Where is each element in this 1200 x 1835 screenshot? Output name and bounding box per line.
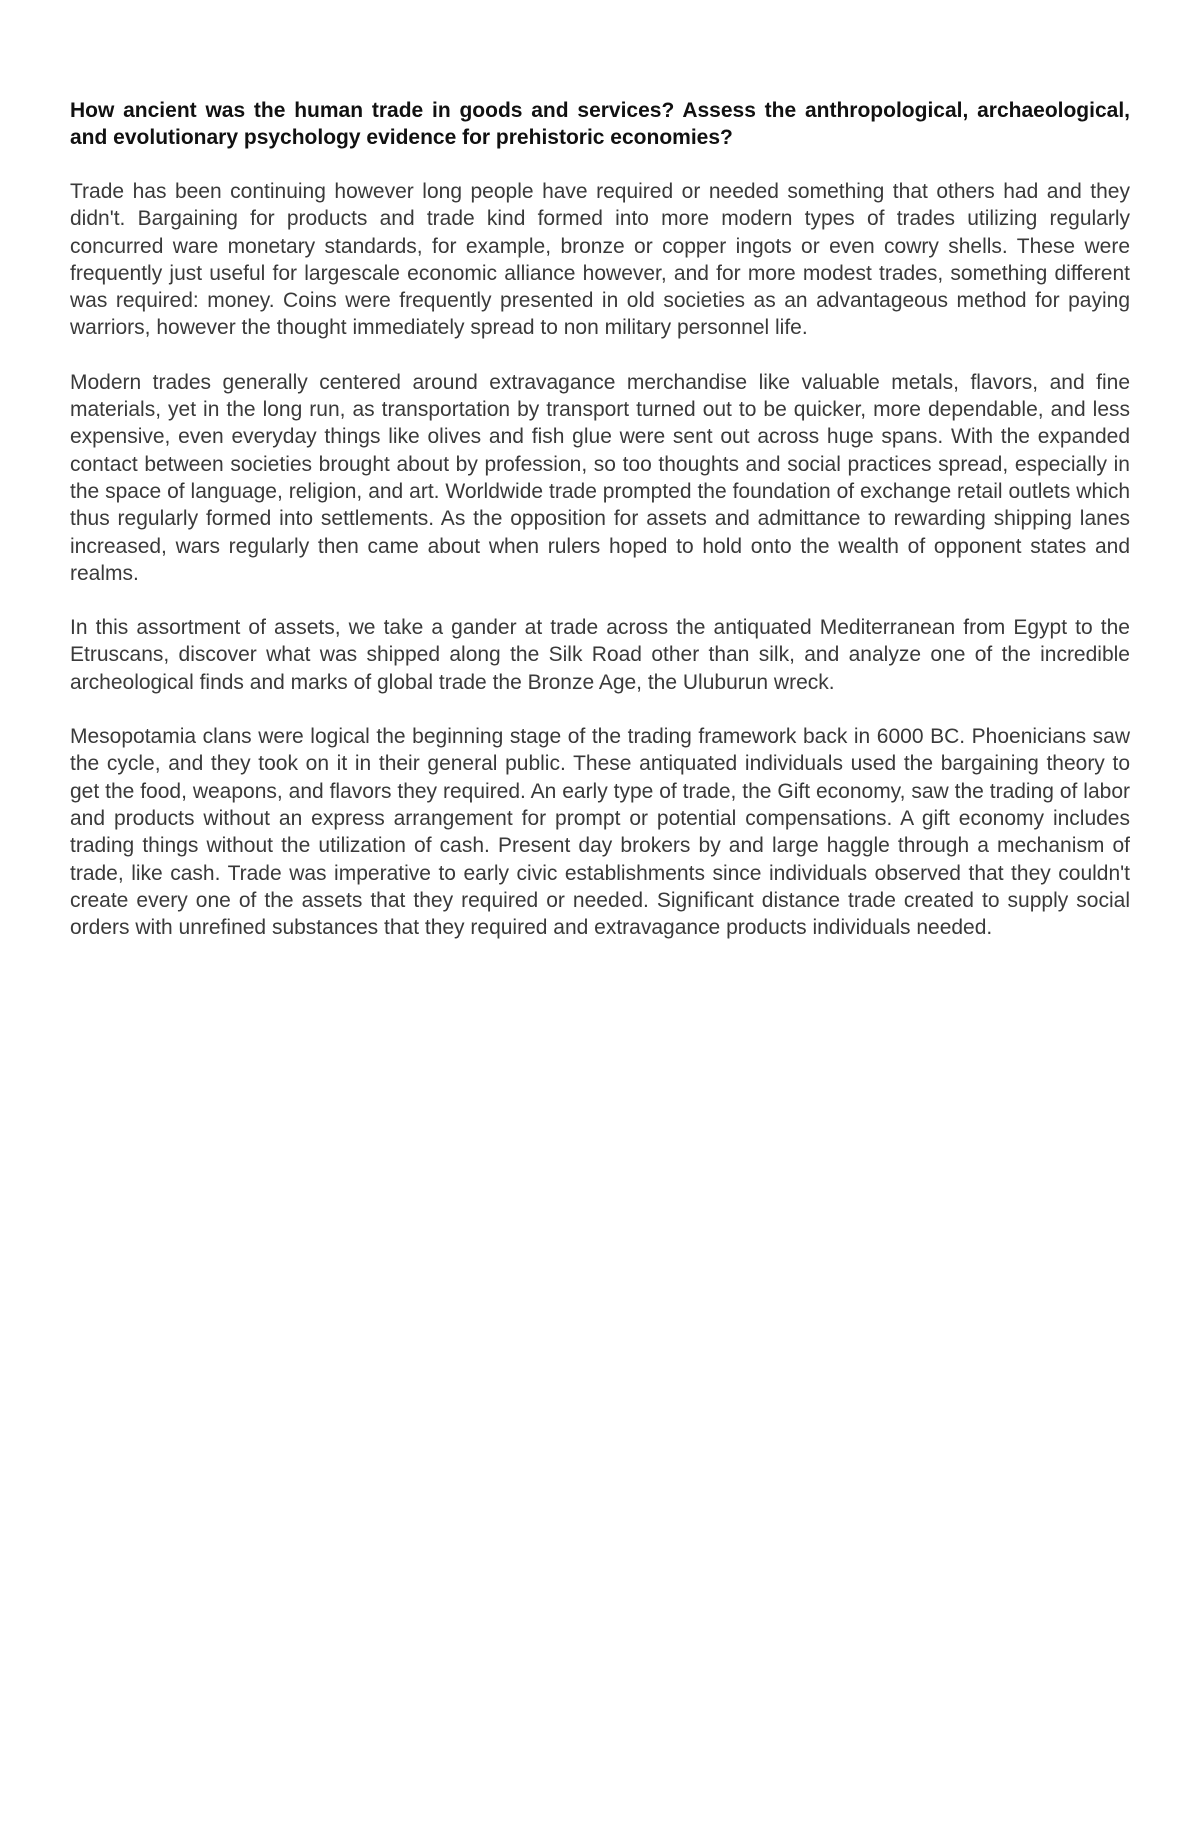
paragraph-3: In this assortment of assets, we take a gander at trade across the antiquated Mediterranean from Egypt to the Etruscans, discover what was shipped along the Silk Road other than silk, and analyze one of the incredible archeological finds and marks of global trade the Bronze Age, the Uluburun wreck.: [70, 616, 1130, 694]
paragraph-1: Trade has been continuing however long people have required or needed something that others had and they didn't. Bargaining for products and trade kind formed into more modern types of trades utilizing regularly concurred ware monetary standards, for example, bronze or copper ingots or even cowry shells. These were frequently just useful for largescale economic alliance however, and for more modest trades, something different was required: money. Coins were frequently presented in old societies as an advantageous method for paying warriors, however the thought immediately spread to non military personnel life.: [70, 180, 1130, 340]
question-heading: How ancient was the human trade in goods and services? Assess the anthropological, archaeological, and evolutionary psychology evidence for prehistoric economies?: [70, 99, 1130, 149]
paragraph-4: Mesopotamia clans were logical the beginning stage of the trading framework back in 6000 BC. Phoenicians saw the cycle, and they took on it in their general public. These antiquated individuals used the bargaining theory to get the food, weapons, and flavors they required. An early type of trade, the Gift economy, saw the trading of labor and products without an express arrangement for prompt or potential compensations. A gift economy includes trading things without the utilization of cash. Present day brokers by and large haggle through a mechanism of trade, like cash. Trade was imperative to early civic establishments since individuals observed that they couldn't create every one of the assets that they required or needed. Significant distance trade created to supply social orders with unrefined substances that they required and extravagance products individuals needed.: [70, 725, 1130, 940]
paragraph-2: Modern trades generally centered around extravagance merchandise like valuable metals, flavors, and fine materials, yet in the long run, as transportation by transport turned out to be quicker, more dependable, and less expensive, even everyday things like olives and fish glue were sent out across huge spans. With the expanded contact between societies brought about by profession, so too thoughts and social practices spread, especially in the space of language, religion, and art. Worldwide trade prompted the foundation of exchange retail outlets which thus regularly formed into settlements. As the opposition for assets and admittance to rewarding shipping lanes increased, wars regularly then came about when rulers hoped to hold onto the wealth of opponent states and realms.: [70, 370, 1130, 585]
document-body: [70, 97, 1130, 968]
